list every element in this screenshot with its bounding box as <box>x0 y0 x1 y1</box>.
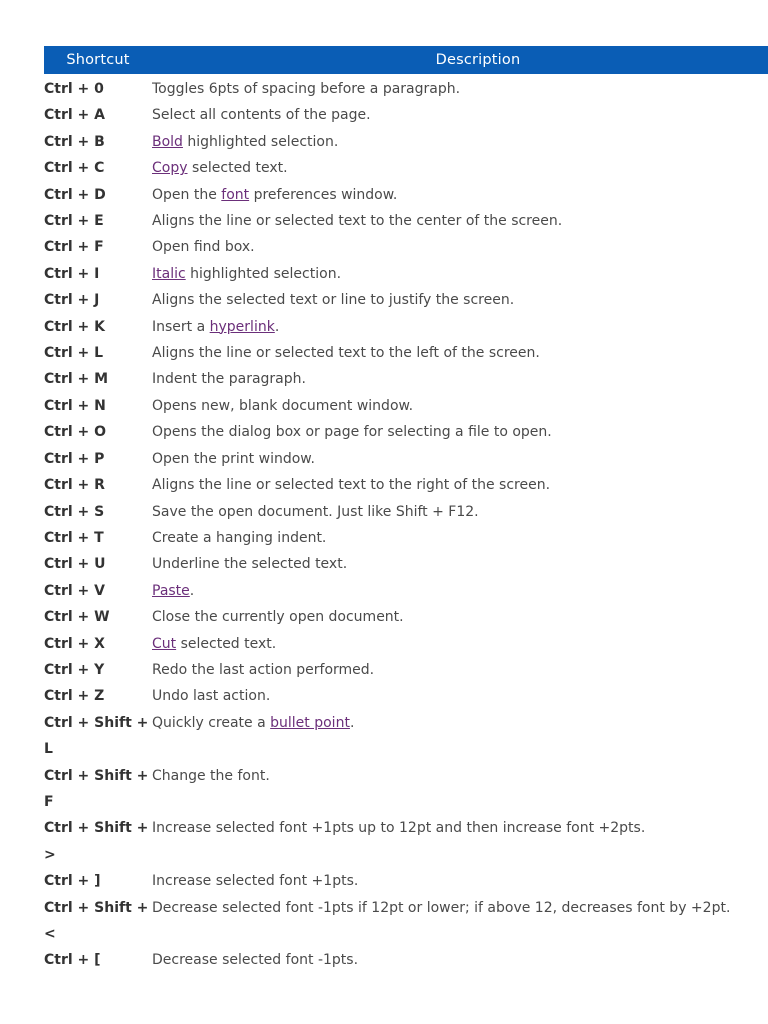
description-text: Redo the last action performed. <box>152 661 375 678</box>
shortcut-key: Ctrl + F <box>44 239 104 256</box>
shortcut-key: Ctrl + Shift + > <box>44 820 149 863</box>
description-link[interactable]: bullet point <box>270 714 350 731</box>
shortcut-key: Ctrl + Y <box>44 661 105 678</box>
shortcut-description <box>152 129 768 155</box>
description-text: Aligns the line or selected text to the right of the screen. <box>152 477 551 494</box>
table-row <box>44 551 768 577</box>
description-link[interactable]: Copy <box>152 160 188 177</box>
shortcut-key: Ctrl + Shift + F <box>44 767 149 810</box>
description-text: Select all contents of the page. <box>152 107 371 124</box>
table-row <box>44 182 768 208</box>
shortcut-key: Ctrl + 0 <box>44 81 104 97</box>
description-text: Aligns the line or selected text to the left of the screen. <box>152 345 540 362</box>
shortcut-description <box>152 340 768 366</box>
description-text: Increase selected font +1pts up to 12pt and then increase font +2pts. <box>152 820 646 837</box>
table-row <box>44 868 768 894</box>
description-link[interactable]: Cut <box>152 635 177 652</box>
table-row <box>44 815 768 868</box>
description-text: . <box>189 582 195 599</box>
shortcut-description <box>152 683 768 709</box>
table-row <box>44 155 768 181</box>
description-link[interactable]: hyperlink <box>209 318 275 335</box>
description-text: Open the <box>152 186 222 203</box>
shortcut-key: Ctrl + T <box>44 529 104 546</box>
description-text: Aligns the line or selected text to the center of the screen. <box>152 213 563 230</box>
table-row <box>44 366 768 392</box>
shortcut-key: Ctrl + ] <box>44 873 101 890</box>
table-row <box>44 604 768 630</box>
shortcut-description <box>152 446 768 472</box>
shortcut-key: Ctrl + K <box>44 318 105 335</box>
shortcut-description <box>152 710 768 763</box>
header-shortcut: Shortcut <box>44 46 152 74</box>
shortcut-key: Ctrl + C <box>44 160 105 177</box>
table-row <box>44 287 768 313</box>
shortcut-description <box>152 868 768 894</box>
table-row <box>44 631 768 657</box>
shortcut-description <box>152 525 768 551</box>
description-text: Indent the paragraph. <box>152 371 306 388</box>
table-header <box>44 46 768 74</box>
table-body <box>44 74 768 974</box>
shortcut-key: Ctrl + Shift + L <box>44 714 149 758</box>
description-text: Create a hanging indent. <box>152 529 327 546</box>
shortcut-description <box>152 419 768 445</box>
description-text: highlighted selection. <box>185 265 342 282</box>
description-link[interactable]: Paste <box>152 582 190 599</box>
shortcut-key: Ctrl + L <box>44 345 104 362</box>
shortcut-key: Ctrl + B <box>44 133 105 150</box>
shortcut-key: Ctrl + M <box>44 371 109 388</box>
table-row <box>44 525 768 551</box>
header-description: Description <box>152 46 768 74</box>
table-row <box>44 129 768 155</box>
shortcut-description <box>152 815 768 868</box>
table-row <box>44 683 768 709</box>
shortcut-description <box>152 261 768 287</box>
shortcut-key: Ctrl + J <box>44 292 100 309</box>
description-text: Opens the dialog box or page for selecting a file to open. <box>152 424 552 441</box>
description-text: Toggles 6pts of spacing before a paragraph. <box>152 81 461 97</box>
shortcut-table <box>44 46 768 974</box>
header-row <box>44 46 768 74</box>
shortcut-description <box>152 74 768 102</box>
shortcut-key: Ctrl + R <box>44 477 105 494</box>
shortcut-description <box>152 895 768 948</box>
table-row <box>44 710 768 763</box>
description-text: Change the font. <box>152 767 270 784</box>
shortcut-description <box>152 393 768 419</box>
table-row <box>44 234 768 260</box>
description-text: Quickly create a <box>152 714 271 731</box>
shortcut-key: Ctrl + S <box>44 503 105 520</box>
table-row <box>44 314 768 340</box>
description-text: Aligns the selected text or line to justify the screen. <box>152 292 515 309</box>
description-link[interactable]: font <box>221 186 250 203</box>
table-row <box>44 446 768 472</box>
description-text: Decrease selected font -1pts if 12pt or lower; if above 12, decreases font by +2pt. <box>152 899 731 916</box>
shortcut-description <box>152 631 768 657</box>
shortcut-description <box>152 287 768 313</box>
shortcut-key: Ctrl + U <box>44 556 106 573</box>
shortcut-table-container <box>44 46 768 974</box>
description-text: Open the print window. <box>152 450 315 467</box>
description-text: Save the open document. Just like Shift + F12. <box>152 503 479 520</box>
table-row <box>44 419 768 445</box>
description-text: preferences window. <box>249 186 398 203</box>
shortcut-key: Ctrl + Shift + < <box>44 899 149 942</box>
shortcut-description <box>152 578 768 604</box>
table-row <box>44 208 768 234</box>
shortcut-description <box>152 604 768 630</box>
description-text: Decrease selected font -1pts. <box>152 952 359 969</box>
table-row <box>44 340 768 366</box>
shortcut-key: Ctrl + X <box>44 635 105 652</box>
shortcut-description <box>152 657 768 683</box>
description-text: . <box>274 318 280 335</box>
shortcut-description <box>152 155 768 181</box>
table-row <box>44 393 768 419</box>
shortcut-description <box>152 763 768 816</box>
description-link[interactable]: Italic <box>152 265 186 282</box>
shortcut-description <box>152 551 768 577</box>
shortcut-description <box>152 314 768 340</box>
table-row <box>44 657 768 683</box>
shortcut-description <box>152 472 768 498</box>
table-row <box>44 472 768 498</box>
shortcut-description <box>152 947 768 973</box>
shortcut-key: Ctrl + W <box>44 609 110 626</box>
table-row <box>44 763 768 816</box>
shortcut-key: Ctrl + P <box>44 450 105 467</box>
shortcut-description <box>152 102 768 128</box>
description-text: Increase selected font +1pts. <box>152 873 359 890</box>
shortcut-key: Ctrl + [ <box>44 952 101 969</box>
description-text: Close the currently open document. <box>152 609 404 626</box>
description-text: selected text. <box>187 160 288 177</box>
description-text: Underline the selected text. <box>152 556 348 573</box>
shortcut-key: Ctrl + Z <box>44 688 105 705</box>
description-text: Open find box. <box>152 239 255 256</box>
description-text: Undo last action. <box>152 688 271 705</box>
shortcut-key: Ctrl + V <box>44 582 105 599</box>
description-text: Opens new, blank document window. <box>152 397 414 414</box>
shortcut-key: Ctrl + I <box>44 265 100 282</box>
shortcut-key: Ctrl + O <box>44 424 107 441</box>
table-row <box>44 895 768 948</box>
table-row <box>44 102 768 128</box>
table-row <box>44 74 768 102</box>
table-row <box>44 578 768 604</box>
shortcut-key: Ctrl + A <box>44 107 105 124</box>
description-link[interactable]: Bold <box>152 133 183 150</box>
table-row <box>44 947 768 973</box>
description-text: selected text. <box>176 635 277 652</box>
shortcut-description <box>152 234 768 260</box>
description-text: Insert a <box>152 318 210 335</box>
description-text: . <box>349 714 355 731</box>
shortcut-key: Ctrl + E <box>44 213 104 230</box>
shortcut-description <box>152 499 768 525</box>
shortcut-description <box>152 208 768 234</box>
shortcut-key: Ctrl + D <box>44 186 106 203</box>
shortcut-description <box>152 182 768 208</box>
table-row <box>44 499 768 525</box>
table-row <box>44 261 768 287</box>
shortcut-description <box>152 366 768 392</box>
description-text: highlighted selection. <box>182 133 339 150</box>
shortcut-key: Ctrl + N <box>44 397 106 414</box>
